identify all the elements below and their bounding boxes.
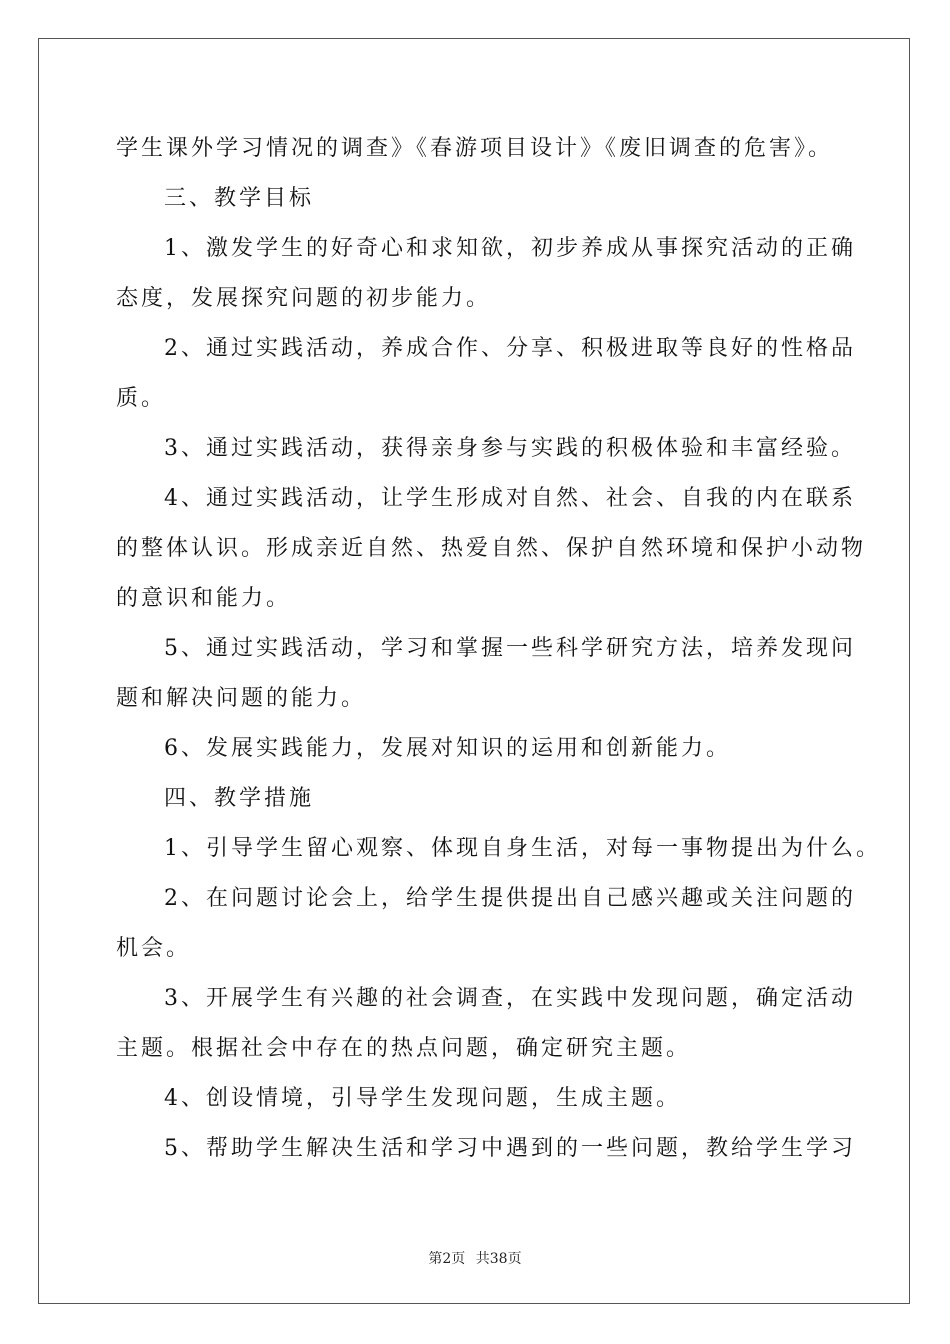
section-heading: 四、教学措施 bbox=[164, 786, 315, 811]
text-line: 学生课外学习情况的调查》《春游项目设计》《废旧调查的危害》。 bbox=[116, 136, 834, 161]
total-pages: 共38页 bbox=[475, 1251, 522, 1267]
text-line: 2、在问题讨论会上，给学生提供提出自己感兴趣或关注问题的 bbox=[164, 886, 856, 911]
page-footer bbox=[0, 1248, 950, 1268]
text-line: 题和解决问题的能力。 bbox=[116, 686, 367, 711]
text-line: 3、开展学生有兴趣的社会调查，在实践中发现问题，确定活动 bbox=[164, 986, 856, 1011]
text-line: 的整体认识。形成亲近自然、热爱自然、保护自然环境和保护小动物 bbox=[116, 536, 867, 561]
text-line: 1、引导学生留心观察、体现自身生活，对每一事物提出为什么。 bbox=[164, 836, 881, 861]
text-line: 6、发展实践能力，发展对知识的运用和创新能力。 bbox=[164, 736, 731, 761]
text-line: 主题。根据社会中存在的热点问题，确定研究主题。 bbox=[116, 1036, 692, 1061]
text-line: 5、帮助学生解决生活和学习中遇到的一些问题，教给学生学习 bbox=[164, 1136, 856, 1161]
text-line: 4、通过实践活动，让学生形成对自然、社会、自我的内在联系 bbox=[164, 486, 856, 511]
text-line: 2、通过实践活动，养成合作、分享、积极进取等良好的性格品 bbox=[164, 336, 856, 361]
section-heading: 三、教学目标 bbox=[164, 186, 315, 211]
text-line: 质。 bbox=[116, 386, 167, 411]
document-body bbox=[116, 124, 881, 1174]
text-line: 5、通过实践活动，学习和掌握一些科学研究方法，培养发现问 bbox=[164, 636, 856, 661]
text-line: 4、创设情境，引导学生发现问题，生成主题。 bbox=[164, 1086, 681, 1111]
text-line: 3、通过实践活动，获得亲身参与实践的积极体验和丰富经验。 bbox=[164, 436, 856, 461]
text-line: 态度，发展探究问题的初步能力。 bbox=[116, 286, 492, 311]
text-line: 机会。 bbox=[116, 936, 192, 961]
text-line: 1、激发学生的好奇心和求知欲，初步养成从事探究活动的正确 bbox=[164, 236, 856, 261]
page-number: 第2页 bbox=[428, 1251, 466, 1267]
text-line: 的意识和能力。 bbox=[116, 586, 292, 611]
